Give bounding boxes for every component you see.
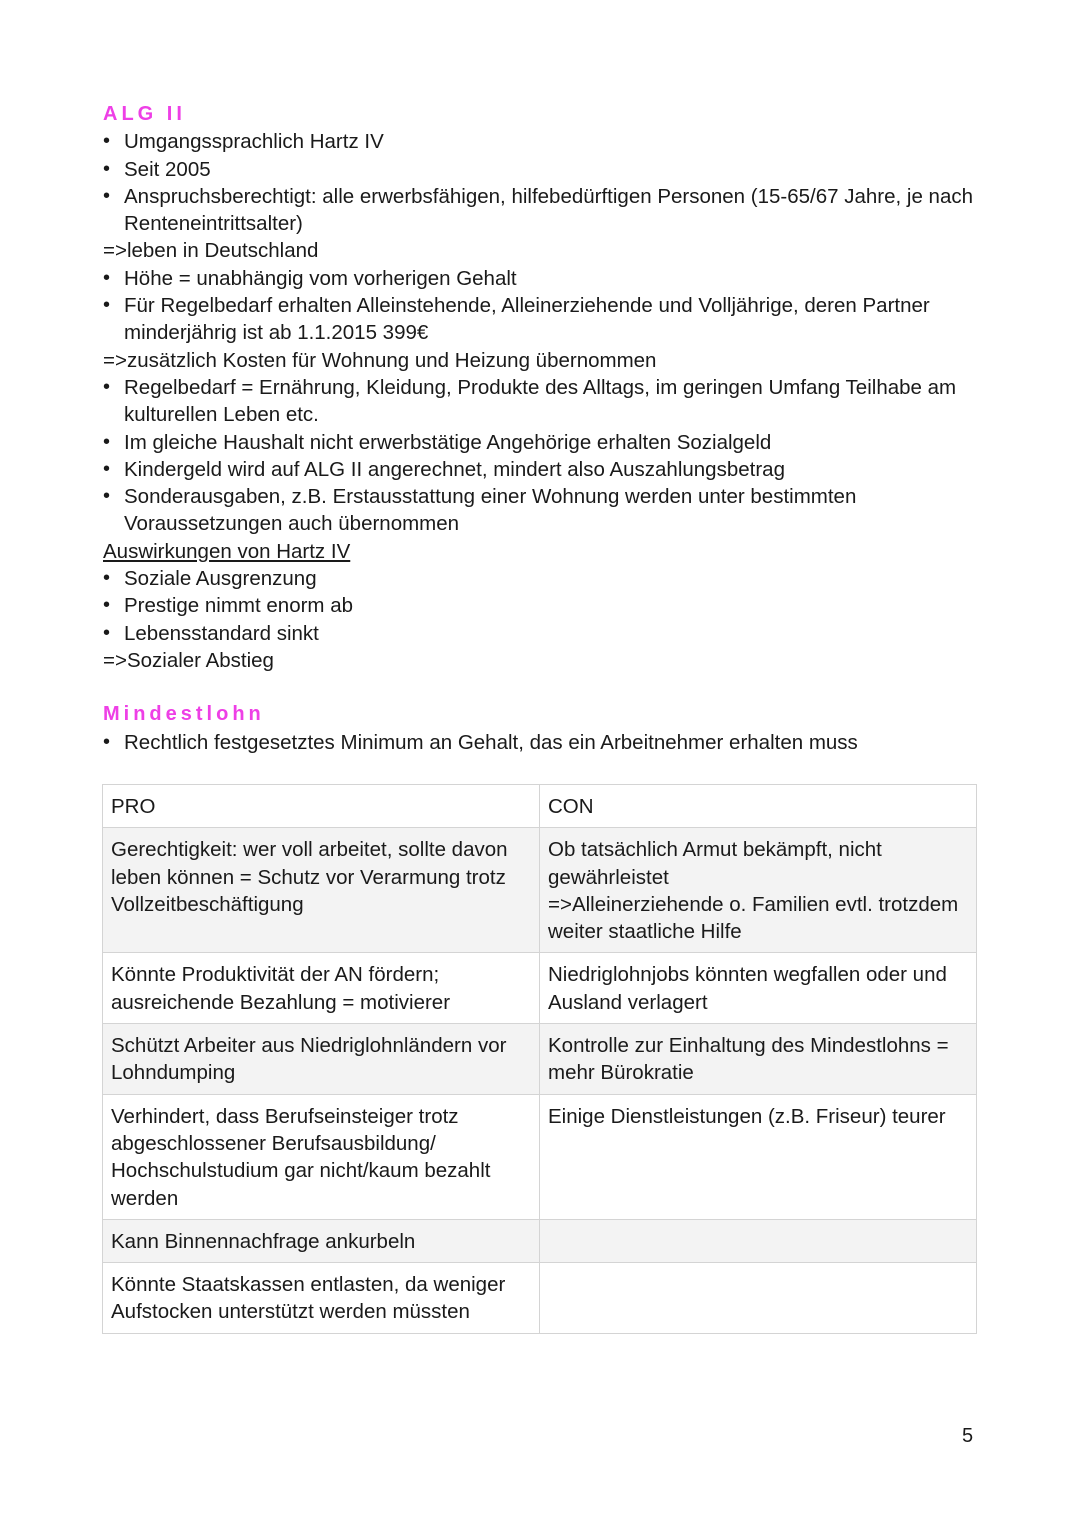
table-row [103,828,977,953]
header-pro: PRO [103,785,540,828]
list-item: • Für Regelbedarf erhalten Alleinstehende, Alleinerziehende und Volljährige, deren Partner minderjährig ist ab 1.1.2015 399€ [103,292,978,347]
table-row [103,953,977,1024]
list-item: • Umgangssprachlich Hartz IV [103,128,978,155]
list-item: • Soziale Ausgrenzung [103,565,978,592]
table-row [103,1094,977,1219]
result-line: =>Sozialer Abstieg [103,648,274,672]
document-body [103,101,978,756]
header-con: CON [540,785,977,828]
table-header-row [103,785,977,828]
list-item: • Regelbedarf = Ernährung, Kleidung, Produkte des Alltags, im geringen Umfang Teilhabe am kulturellen Leben etc. [103,374,978,429]
alg-bullet-list-3 [103,374,978,538]
con-cell: Kontrolle zur Einhaltung des Mindestlohns = mehr Bürokratie [540,1024,977,1095]
pro-cell: Könnte Staatskassen entlasten, da weniger Aufstocken unterstützt werden müssten [103,1263,540,1334]
list-item: • Kindergeld wird auf ALG II angerechnet, mindert also Auszahlungsbetrag [103,456,978,483]
con-cell: Einige Dienstleistungen (z.B. Friseur) teurer [540,1094,977,1219]
con-cell [540,1263,977,1334]
pro-cell: Kann Binnennachfrage ankurbeln [103,1219,540,1262]
effects-list [103,565,978,647]
table-row [103,1219,977,1262]
pro-cell: Könnte Produktivität der AN fördern; ausreichende Bezahlung = motivierer [103,953,540,1024]
list-item: • Lebensstandard sinkt [103,620,978,647]
pro-cell: Verhindert, dass Berufseinsteiger trotz abgeschlossener Berufsausbildung/ Hochschulstudium gar nicht/kaum bezahlt werden [103,1094,540,1219]
con-cell: Ob tatsächlich Armut bekämpft, nicht gewährleistet =>Alleinerziehende o. Familien evtl. trotzdem weiter staatliche Hilfe [540,828,977,953]
alg-bullet-list-2 [103,265,978,347]
list-item: • Höhe = unabhängig vom vorherigen Gehalt [103,265,978,292]
list-item: • Prestige nimmt enorm ab [103,592,978,619]
table-row [103,1263,977,1334]
section-heading-mindestlohn: Mindestlohn [103,703,265,726]
note-line: =>leben in Deutschland [103,239,319,263]
list-item: • Anspruchsberechtigt: alle erwerbsfähigen, hilfebedürftigen Personen (15-65/67 Jahre, je nach Renteneintrittsalter) [103,183,978,238]
section-heading-alg: ALG II [103,103,186,125]
alg-bullet-list-1 [103,128,978,237]
table-row [103,1024,977,1095]
pro-cell: Gerechtigkeit: wer voll arbeitet, sollte davon leben können = Schutz vor Verarmung trotz Vollzeitbeschäftigung [103,828,540,953]
pro-con-table [102,784,977,1334]
note-line: =>zusätzlich Kosten für Wohnung und Heizung übernommen [103,348,657,372]
con-cell: Niedriglohnjobs könnten wegfallen oder und Ausland verlagert [540,953,977,1024]
mindestlohn-bullet-list [103,729,978,756]
subsection-title: Auswirkungen von Hartz IV [103,539,351,563]
list-item: • Rechtlich festgesetztes Minimum an Gehalt, das ein Arbeitnehmer erhalten muss [103,729,978,756]
page-number: 5 [962,1425,974,1447]
con-cell [540,1219,977,1262]
list-item: • Im gleiche Haushalt nicht erwerbstätige Angehörige erhalten Sozialgeld [103,429,978,456]
list-item: • Sonderausgaben, z.B. Erstausstattung einer Wohnung werden unter bestimmten Voraussetzungen auch übernommen [103,483,978,538]
list-item: • Seit 2005 [103,156,978,183]
pro-cell: Schützt Arbeiter aus Niedriglohnländern vor Lohndumping [103,1024,540,1095]
